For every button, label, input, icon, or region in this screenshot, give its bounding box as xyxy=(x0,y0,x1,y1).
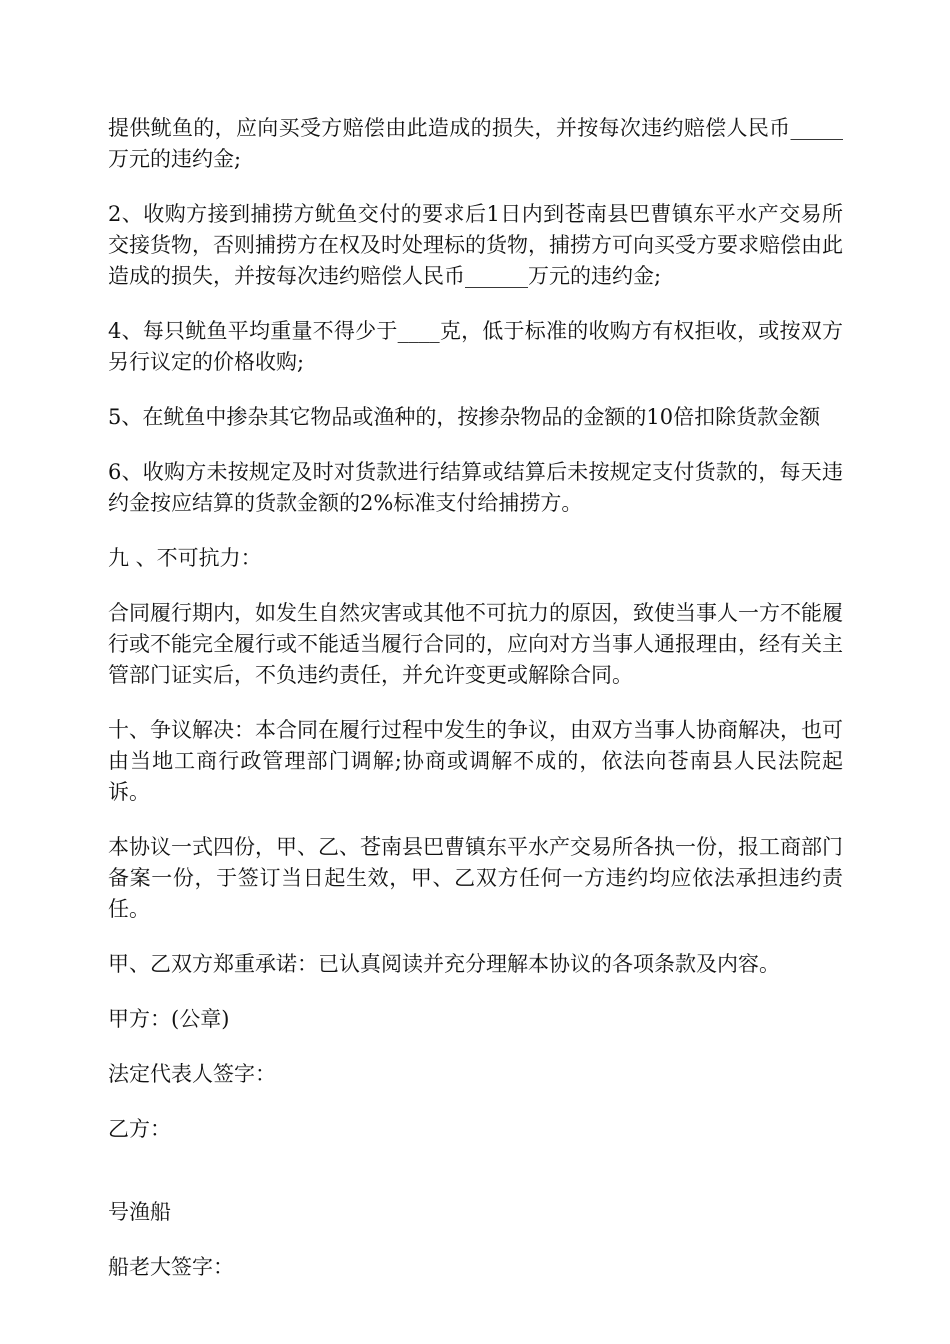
paragraph-copies-effectiveness: 本协议一式四份，甲、乙、苍南县巴曹镇东平水产交易所各执一份，报工商部门备案一份，于签订当日起生效，甲、乙双方任何一方违约均应依法承担违约责任。 xyxy=(108,835,843,921)
paragraph-clause-2: 2、收购方接到捕捞方鱿鱼交付的要求后1日内到苍南县巴曹镇东平水产交易所交接货物，否则捕捞方在权及时处理标的货物，捕捞方可向买受方要求赔偿由此造成的损失，并按每次违约赔偿人民币______万元的违约金; xyxy=(108,202,843,288)
paragraph-clause-4: 4、每只鱿鱼平均重量不得少于____克，低于标准的收购方有权拒收，或按双方另行议定的价格收购; xyxy=(108,319,843,374)
paragraph-commitment: 甲、乙双方郑重承诺：已认真阅读并充分理解本协议的各项条款及内容。 xyxy=(108,952,780,976)
signature-captain: 船老大签字： xyxy=(108,1255,234,1279)
paragraph-clause-5: 5、在鱿鱼中掺杂其它物品或渔种的，按掺杂物品的金额的10倍扣除货款金额 xyxy=(108,405,821,429)
paragraph-dispute-resolution: 十、争议解决：本合同在履行过程中发生的争议，由双方当事人协商解决，也可由当地工商行政管理部门调解;协商或调解不成的，依法向苍南县人民法院起诉。 xyxy=(108,718,843,804)
fishing-vessel-number: 号渔船 xyxy=(108,1200,171,1224)
paragraph-penalty-delivery: 提供鱿鱼的，应向买受方赔偿由此造成的损失，并按每次违约赔偿人民币_____万元的违约金; xyxy=(108,116,843,171)
paragraph-clause-6: 6、收购方未按规定及时对货款进行结算或结算后未按规定支付货款的，每天违约金按应结算的货款金额的2%标准支付给捕捞方。 xyxy=(108,460,843,515)
document-body xyxy=(108,113,843,1307)
paragraph-force-majeure: 合同履行期内，如发生自然灾害或其他不可抗力的原因，致使当事人一方不能履行或不能完全履行或不能适当履行合同的，应向对方当事人通报理由，经有关主管部门证实后，不负违约责任，并允许变更或解除合同。 xyxy=(108,601,843,687)
signature-party-a: 甲方：(公章) xyxy=(108,1007,230,1031)
signature-party-b: 乙方： xyxy=(108,1117,171,1141)
section-heading-force-majeure: 九 、不可抗力： xyxy=(108,546,262,570)
signature-legal-representative: 法定代表人签字： xyxy=(108,1062,276,1086)
